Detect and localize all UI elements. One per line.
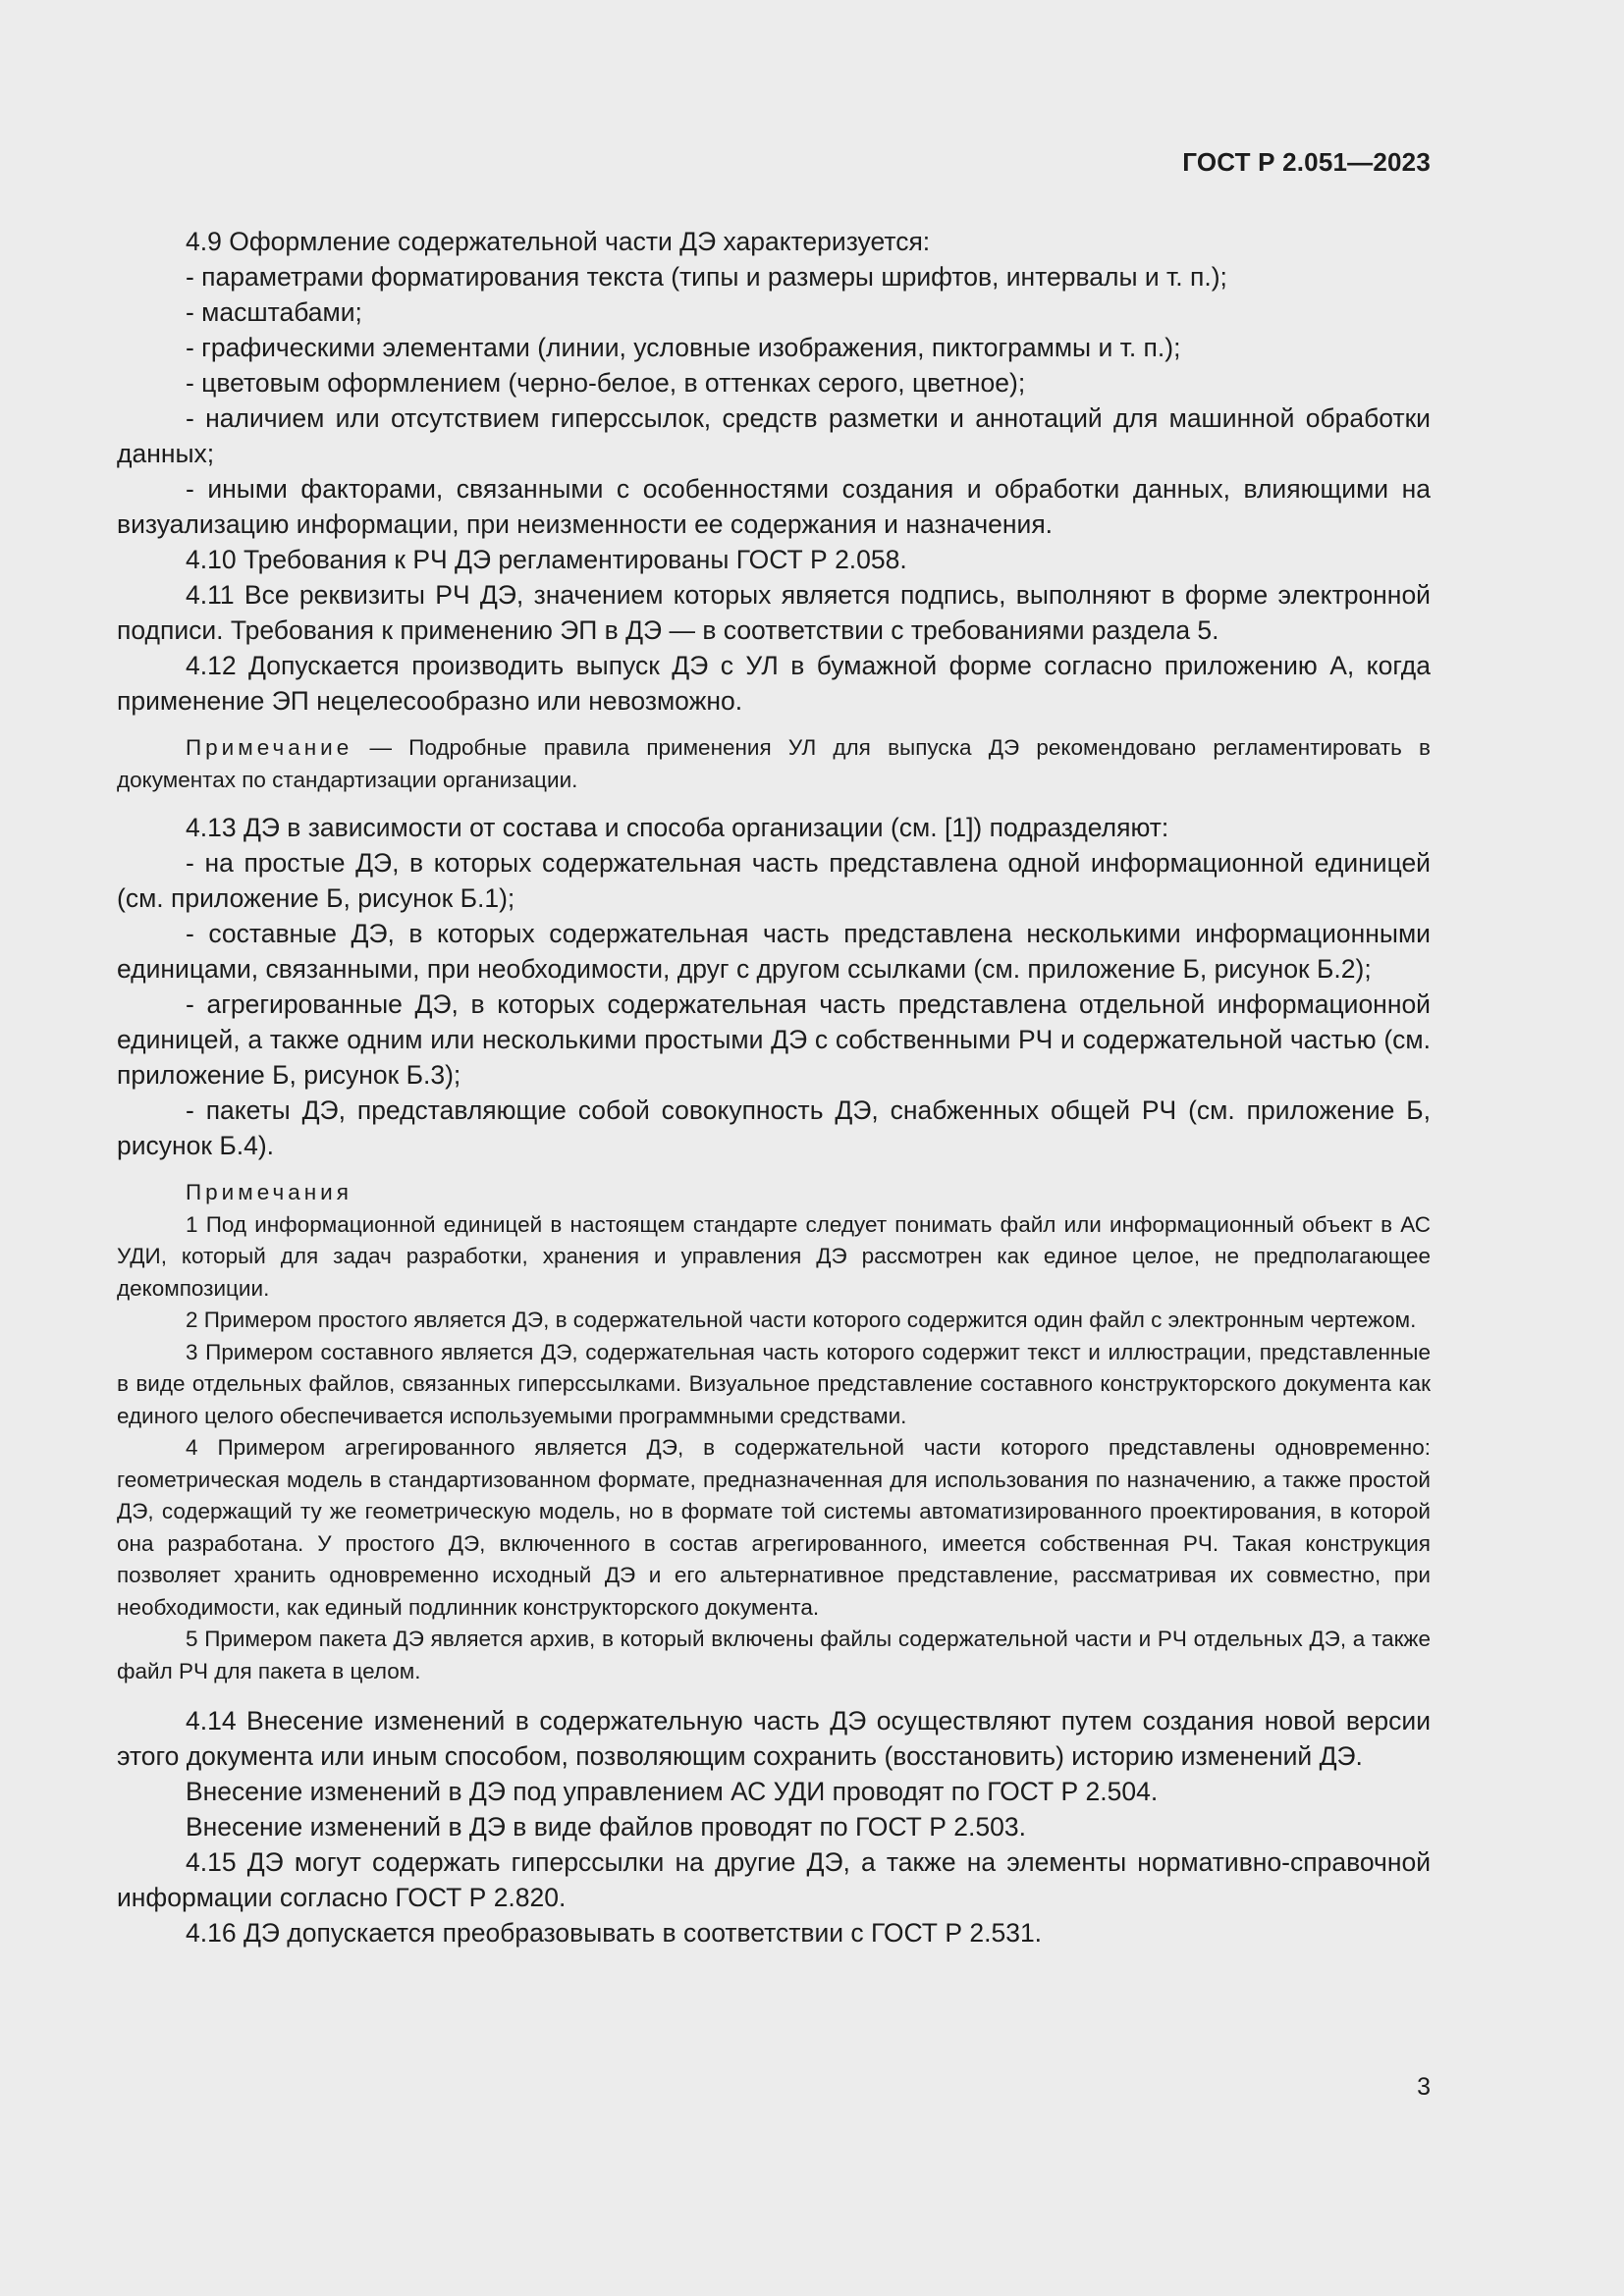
clause-4-13: 4.13 ДЭ в зависимости от состава и способа организации (см. [1]) подразделяют:: [186, 813, 1169, 842]
note-item: 5 Примером пакета ДЭ является архив, в который включены файлы содержательной части и РЧ отдельных ДЭ, а также файл РЧ для пакета в целом.: [117, 1627, 1431, 1683]
note-item: 4 Примером агрегированного является ДЭ, в содержательной части которого представлены одновременно: геометрическая модель в стандартизованном формате, предназначенная для использования по назначению, а также простой ДЭ, содержащий ту же геометрическую модель, но в формате той системы автоматизированного проектирования, в которой она разработана. У простого ДЭ, включенного в состав агрегированного, имеется собственная РЧ. Такая конструкция позволяет хранить одновременно исходный ДЭ и его альтернативное представление, рассматривая их совместно, при необходимости, как единый подлинник конструкторского документа.: [117, 1435, 1431, 1620]
list-item: - составные ДЭ, в которых содержательная часть представлена несколькими информационными единицами, связанными, при необходимости, друг с другом ссылками (см. приложение Б, рисунок Б.2);: [117, 919, 1431, 984]
clause-4-14: 4.14 Внесение изменений в содержательную часть ДЭ осуществляют путем создания новой версии этого документа или иным способом, позволяющим сохранить (восстановить) историю изменений ДЭ.: [117, 1706, 1431, 1771]
note-item: 3 Примером составного является ДЭ, содержательная часть которого содержит текст и иллюстрации, представленные в виде отдельных файлов, связанных гиперссылками. Визуальное представление составного конструкторского документа как единого целого обеспечивается используемыми программными средствами.: [117, 1339, 1431, 1428]
clause-4-15: 4.15 ДЭ могут содержать гиперссылки на другие ДЭ, а также на элементы нормативно-справочной информации согласно ГОСТ Р 2.820.: [117, 1847, 1431, 1912]
list-item: - масштабами;: [186, 297, 362, 327]
paragraph: Внесение изменений в ДЭ под управлением АС УДИ проводят по ГОСТ Р 2.504.: [186, 1777, 1159, 1806]
list-item: - агрегированные ДЭ, в которых содержательная часть представлена отдельной информационной единицей, а также одним или несколькими простыми ДЭ с собственными РЧ и содержательной частью (см. приложение Б, рисунок Б.3);: [117, 989, 1431, 1090]
list-item: - пакеты ДЭ, представляющие собой совокупность ДЭ, снабженных общей РЧ (см. приложение Б, рисунок Б.4).: [117, 1095, 1431, 1160]
list-item: - иными факторами, связанными с особенностями создания и обработки данных, влияющими на визуализацию информации, при неизменности ее содержания и назначения.: [117, 474, 1431, 539]
note-item: 2 Примером простого является ДЭ, в содержательной части которого содержится один файл с электронным чертежом.: [186, 1308, 1417, 1332]
paragraph: Внесение изменений в ДЭ в виде файлов проводят по ГОСТ Р 2.503.: [186, 1812, 1026, 1842]
note-1: [117, 732, 1431, 796]
note-item: 1 Под информационной единицей в настоящем стандарте следует понимать файл или информационный объект в АС УДИ, который для задач разработки, хранения и управления ДЭ рассмотрен как единое целое, не предполагающее декомпозиции.: [117, 1211, 1431, 1301]
list-item: - на простые ДЭ, в которых содержательная часть представлена одной информационной единицей (см. приложение Б, рисунок Б.1);: [117, 848, 1431, 913]
notes-title: Примечания: [186, 1180, 352, 1204]
list-item: - наличием или отсутствием гиперссылок, средств разметки и аннотаций для машинной обработки данных;: [117, 403, 1431, 468]
document-code-header: ГОСТ Р 2.051—2023: [1182, 147, 1431, 177]
clause-4-9: 4.9 Оформление содержательной части ДЭ характеризуется:: [186, 227, 931, 256]
clause-4-10: 4.10 Требования к РЧ ДЭ регламентированы ГОСТ Р 2.058.: [186, 545, 907, 574]
clause-4-12: 4.12 Допускается производить выпуск ДЭ с УЛ в бумажной форме согласно приложению А, когда применение ЭП нецелесообразно или невозможно.: [117, 651, 1431, 716]
note-lead: Примечание: [186, 735, 353, 760]
list-item: - цветовым оформлением (черно-белое, в оттенках серого, цветное);: [186, 368, 1026, 398]
list-item: - параметрами форматирования текста (типы и размеры шрифтов, интервалы и т. п.);: [186, 262, 1227, 292]
notes-heading: [117, 1177, 1431, 1209]
clause-4-16: 4.16 ДЭ допускается преобразовывать в соответствии с ГОСТ Р 2.531.: [186, 1918, 1043, 1948]
page-body: [117, 224, 1431, 1950]
page-number: 3: [1417, 2073, 1431, 2101]
list-item: - графическими элементами (линии, условные изображения, пиктограммы и т. п.);: [186, 333, 1181, 362]
clause-4-11: 4.11 Все реквизиты РЧ ДЭ, значением которых является подпись, выполняют в форме электронной подписи. Требования к применению ЭП в ДЭ — в соответствии с требованиями раздела 5.: [117, 580, 1431, 645]
note-text: — Подробные правила применения УЛ для выпуска ДЭ рекомендовано регламентировать в документах по стандартизации организации.: [117, 735, 1431, 792]
